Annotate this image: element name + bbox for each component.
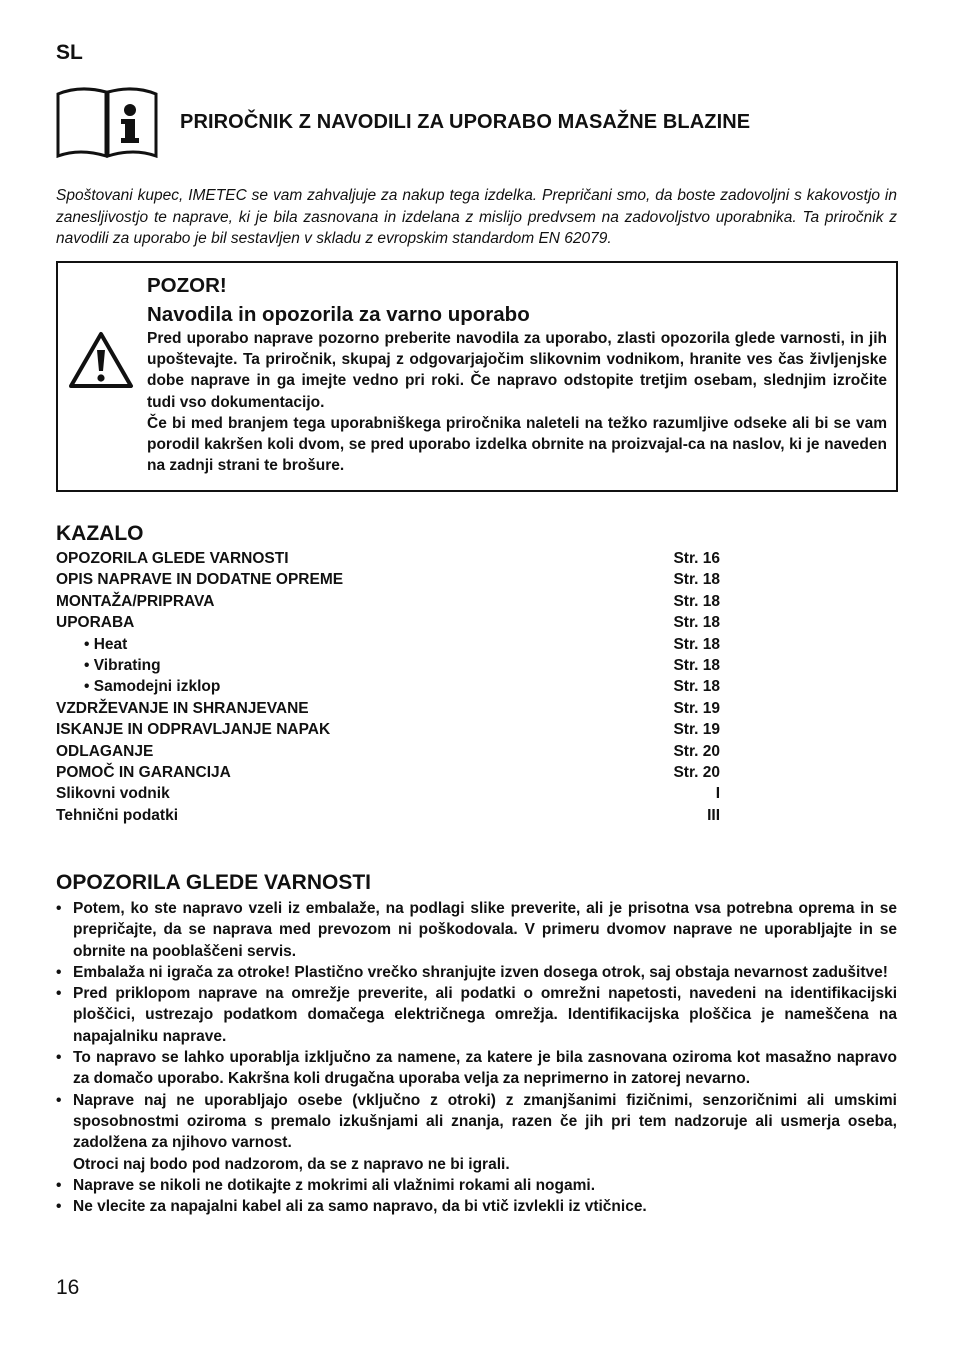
toc-item <box>56 805 720 826</box>
warning-title: POZOR! <box>147 274 227 297</box>
warning-text <box>147 328 887 476</box>
toc-label: OPIS NAPRAVE IN DODATNE OPREME <box>56 571 344 589</box>
list-item <box>56 1175 897 1196</box>
toc-page: Str. 18 <box>673 678 720 696</box>
list-item <box>56 1090 897 1175</box>
bullet-marker: • <box>56 1198 62 1216</box>
warning-paragraph: Če bi med branjem tega uporabniškega priročnika naleteli na težko razumljive odseke ali bi se vam porodil kakršen koli dvom, se pred uporabo izdelka obrnite na proizvajal-ca na naslov, ki je naveden na zadnji strani te brošure. <box>147 414 887 475</box>
toc-label: ODLAGANJE <box>56 742 154 760</box>
toc-page: Str. 20 <box>673 742 720 760</box>
toc-label: OPOZORILA GLEDE VARNOSTI <box>56 550 289 567</box>
list-item-text: Naprave se nikoli ne dotikajte z mokrimi ali vlažnimi rokami ali nogami. <box>73 1176 596 1194</box>
safety-section-title: OPOZORILA GLEDE VARNOSTI <box>56 871 372 894</box>
warning-triangle-icon <box>68 330 134 390</box>
list-item-extra-text: Otroci naj bodo pod nadzorom, da se z napravo ne bi igrali. <box>73 1155 510 1173</box>
toc-page: Str. 16 <box>673 550 720 567</box>
list-item-text: Pred priklopom naprave na omrežje preverite, ali podatki o omrežni napetosti, navedeni na identifikacijski ploščici, ustrezajo podatkom domačega električnega omrežja. Identifikacijska ploščica je nameščena na napajalniku naprave. <box>73 985 897 1045</box>
toc-subitem <box>56 634 720 655</box>
toc-page: Str. 18 <box>673 592 720 610</box>
toc-label: MONTAŽA/PRIPRAVA <box>56 592 215 610</box>
toc-label: Slikovni vodnik <box>56 785 170 803</box>
toc-item <box>56 548 720 569</box>
bullet-marker: • <box>56 1176 62 1194</box>
list-item-text: To napravo se lahko uporablja izključno za namene, za katere je bila zasnovana oziroma kot masažno napravo za domačo uporabo. Kakršna koli drugačna uporaba velja za neprimerno in zatorej nevarno. <box>73 1049 897 1088</box>
page-number: 16 <box>56 1276 80 1299</box>
toc-label: UPORABA <box>56 614 135 632</box>
warning-box <box>56 261 898 492</box>
toc-page: Str. 19 <box>673 699 720 717</box>
toc-label: • Vibrating <box>84 656 161 674</box>
toc-item <box>56 569 720 590</box>
list-item <box>56 962 897 983</box>
safety-list <box>56 898 897 1217</box>
toc-label: VZDRŽEVANJE IN SHRANJEVANE <box>56 699 309 717</box>
toc-page: Str. 19 <box>673 721 720 739</box>
toc-page: Str. 20 <box>673 763 720 781</box>
toc-item <box>56 698 720 719</box>
list-item-text: Ne vlecite za napajalni kabel ali za samo napravo, da bi vtič izvlekli iz vtičnice. <box>73 1198 647 1216</box>
list-item <box>56 1047 897 1090</box>
toc-title: KAZALO <box>56 522 144 545</box>
list-item <box>56 1196 897 1217</box>
intro-paragraph: Spoštovani kupec, IMETEC se vam zahvaljuje za nakup tega izdelka. Prepričani smo, da boste zadovoljni s kakovostjo in zanesljivostjo te naprave, ki je bila zasnovana in izdelana z mislijo predvsem na zadovoljstvo uporabnika. Ta priročnik z navodili za uporabo je bil sestavljen v skladu z evropskim standardom EN 62079. <box>56 187 897 247</box>
toc-page: III <box>707 806 720 824</box>
toc-item <box>56 762 720 783</box>
toc-item <box>56 591 720 612</box>
list-item-text: Potem, ko ste napravo vzeli iz embalaže, na podlagi slike preverite, ali je prisotna vsa potrebna oprema in se prepričajte, da se naprava med prevozom ni poškodovala. V primeru dvomov naprave ne uporabljajte in se obrnite na pooblaščeni servis. <box>73 900 897 960</box>
list-item-text: Embalaža ni igrača za otroke! Plastično vrečko shranjujte izven dosega otrok, saj obstaja nevarnost zadušitve! <box>73 963 888 981</box>
table-of-contents <box>56 548 720 826</box>
toc-item <box>56 741 720 762</box>
toc-label: POMOČ IN GARANCIJA <box>56 763 231 781</box>
info-book-icon <box>55 84 159 158</box>
toc-label: ISKANJE IN ODPRAVLJANJE NAPAK <box>56 721 331 739</box>
toc-subitem <box>56 655 720 676</box>
list-item <box>56 983 897 1047</box>
toc-item <box>56 612 720 633</box>
toc-subitem <box>56 676 720 697</box>
document-title: PRIROČNIK Z NAVODILI ZA UPORABO MASAŽNE BLAZINE <box>180 111 751 133</box>
toc-page: Str. 18 <box>673 635 720 653</box>
bullet-marker: • <box>56 1049 62 1067</box>
list-item-text: Naprave naj ne uporabljajo osebe (vključno z otroki) z zmanjšanimi fizičnimi, senzoričnimi ali umskimi sposobnostmi oziroma s premalo izkušnjami ali znanja, razen če jih pri tem nadzoruje ali usmerja oseba, zadolžena za njihovo varnost. <box>73 1091 897 1152</box>
toc-item <box>56 719 720 740</box>
toc-label: • Samodejni izklop <box>84 678 221 696</box>
toc-page: Str. 18 <box>673 571 720 589</box>
bullet-marker: • <box>56 900 62 917</box>
toc-item <box>56 783 720 804</box>
language-code: SL <box>56 41 83 64</box>
bullet-marker: • <box>56 1091 62 1109</box>
bullet-marker: • <box>56 985 62 1003</box>
toc-label: • Heat <box>84 635 128 653</box>
toc-label: Tehnični podatki <box>56 806 178 824</box>
list-item <box>56 898 897 962</box>
toc-page: Str. 18 <box>673 656 720 674</box>
warning-paragraph: Pred uporabo naprave pozorno preberite navodila za uporabo, zlasti opozorila glede varnosti, in jih upoštevajte. Ta priročnik, skupaj z odgovarjajočim slikovnim vodnikom, hranite ves čas življenjske dobe naprave in ga imejte vedno pri roki. Če napravo odstopite tretjim osebam, slednjim izročite tudi vso dokumentacijo. <box>147 330 887 411</box>
warning-subtitle: Navodila in opozorila za varno uporabo <box>147 303 530 326</box>
bullet-marker: • <box>56 963 62 981</box>
toc-page: I <box>715 785 720 803</box>
toc-page: Str. 18 <box>673 614 720 632</box>
